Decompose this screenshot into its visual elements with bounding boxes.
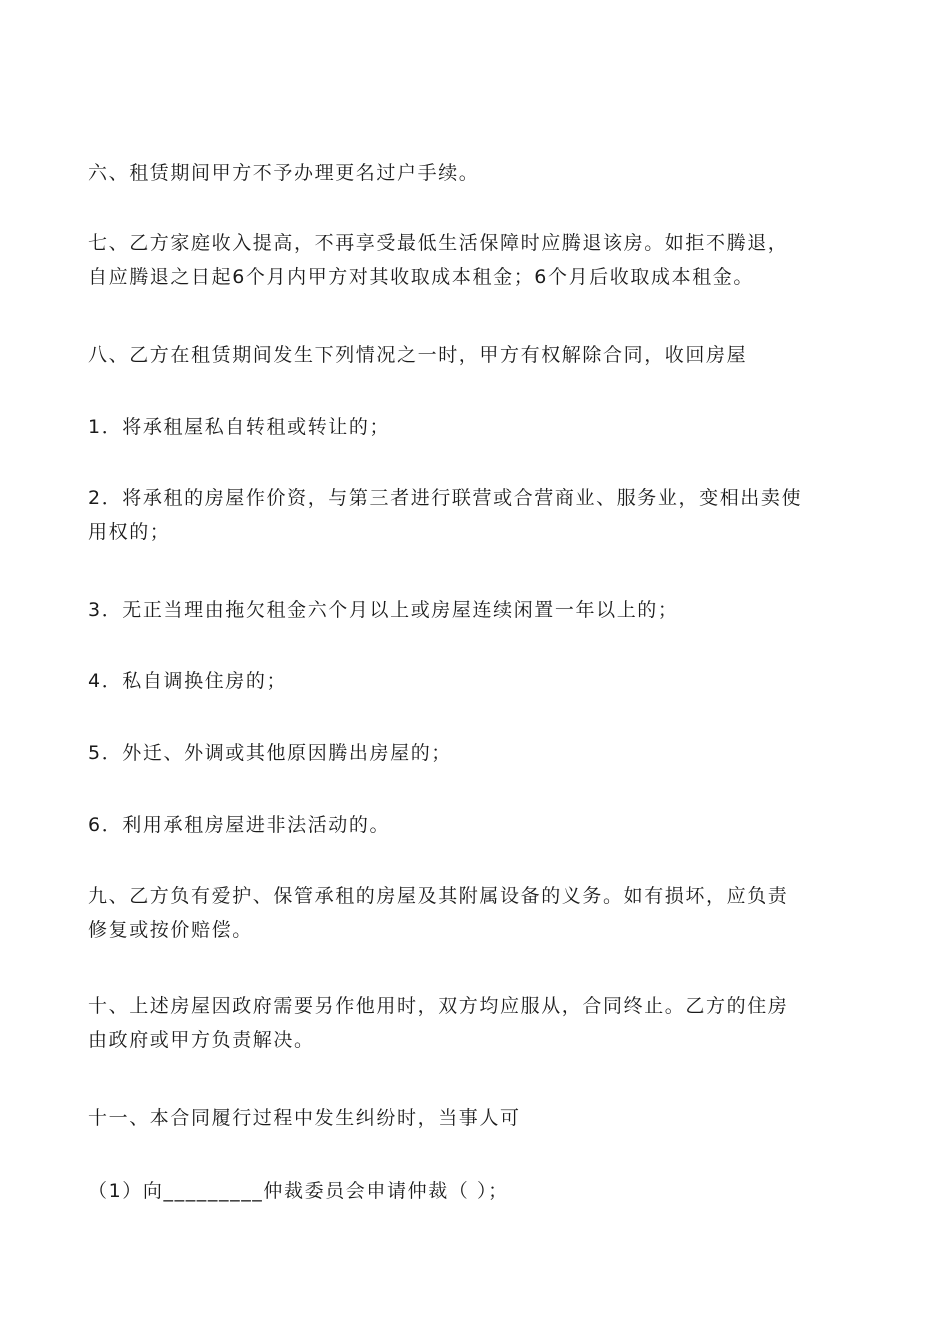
clause-line: 十一、本合同履行过程中发生纠纷时，当事人可	[88, 1107, 521, 1129]
clause-10	[88, 989, 868, 1057]
clause-11-option-1	[88, 1174, 868, 1208]
clause-line: 2．将承租的房屋作价资，与第三者进行联营或合营商业、服务业，变相出卖使	[88, 487, 803, 509]
clause-line: （1）向_________仲裁委员会申请仲裁（ ）；	[88, 1180, 509, 1202]
clause-line: 六、租赁期间甲方不予办理更名过户手续。	[88, 162, 480, 184]
clause-line: 5．外迁、外调或其他原因腾出房屋的；	[88, 742, 452, 764]
clause-line: 八、乙方在租赁期间发生下列情况之一时，甲方有权解除合同，收回房屋	[88, 344, 748, 366]
clause-8-item-6	[88, 808, 868, 842]
clause-line: 3．无正当理由拖欠租金六个月以上或房屋连续闲置一年以上的；	[88, 599, 679, 621]
clause-line: 用权的；	[88, 521, 171, 543]
clause-7	[88, 226, 868, 294]
clause-8-item-3	[88, 593, 868, 627]
clause-8	[88, 338, 868, 372]
clause-6	[88, 156, 868, 190]
clause-8-item-4	[88, 664, 868, 698]
clause-line: 自应腾退之日起6个月内甲方对其收取成本租金；6个月后收取成本租金。	[88, 266, 754, 288]
clause-9	[88, 879, 868, 947]
clause-line: 十、上述房屋因政府需要另作他用时，双方均应服从，合同终止。乙方的住房	[88, 995, 789, 1017]
clause-line: 由政府或甲方负责解决。	[88, 1029, 315, 1051]
clause-8-item-2	[88, 481, 868, 549]
clause-line: 修复或按价赔偿。	[88, 919, 253, 941]
clause-11	[88, 1101, 868, 1135]
clause-8-item-1	[88, 410, 868, 444]
clause-line: 七、乙方家庭收入提高，不再享受最低生活保障时应腾退该房。如拒不腾退，	[88, 232, 789, 254]
clause-line: 4．私自调换住房的；	[88, 670, 288, 692]
clause-line: 九、乙方负有爱护、保管承租的房屋及其附属设备的义务。如有损坏，应负责	[88, 885, 789, 907]
clause-8-item-5	[88, 736, 868, 770]
clause-line: 1．将承租屋私自转租或转让的；	[88, 416, 391, 438]
clause-line: 6．利用承租房屋进非法活动的。	[88, 814, 391, 836]
